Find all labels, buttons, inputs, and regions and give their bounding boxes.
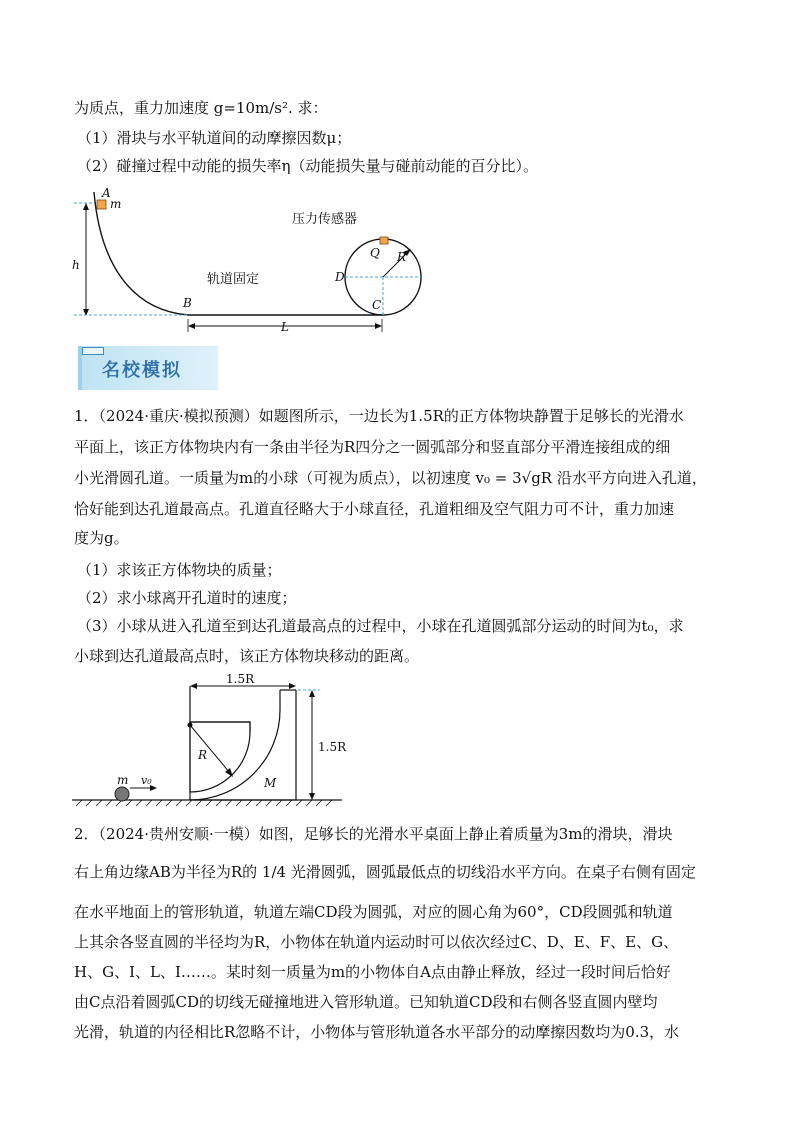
label-side-height: 1.5R [318, 740, 347, 754]
problem1-line: 度为g。 [74, 529, 129, 547]
figure-track-diagram [70, 182, 430, 342]
label-l: L [281, 320, 289, 334]
problem1-question-3: （3）小球从进入孔道至到达孔道最高点的过程中，小球在孔道圆弧部分运动的时间为t₀，求 [77, 617, 684, 635]
banner-mark-icon [82, 347, 104, 355]
problem1-question-3-cont: 小球到达孔道最高点时，该正方体物块移动的距离。 [74, 647, 420, 665]
problem1-question-2: （2）求小球离开孔道时的速度； [77, 589, 297, 607]
label-m: m [110, 197, 122, 211]
label-d: D [335, 270, 345, 284]
label-c: C [372, 298, 382, 312]
question-1: （1）滑块与水平轨道间的动摩擦因数μ； [77, 129, 352, 147]
section-title: 名校模拟 [102, 360, 182, 381]
problem1-line: 恰好能到达孔道最高点。孔道直径略大于小球直径，孔道粗细及空气阻力可不计，重力加速 [74, 500, 675, 518]
label-ball-mass: m [117, 773, 129, 787]
label-q: Q [370, 246, 380, 260]
problem2-line: 光滑，轨道的内径相比R忽略不计，小物体与管形轨道各水平部分的动摩擦因数均为0.3，水 [74, 1023, 680, 1041]
pressure-sensor-label: 压力传感器 [292, 212, 358, 227]
problem1-line: 1．（2024·重庆·模拟预测）如题图所示，一边长为1.5R的正方体物块静置于足够长的光滑水 [74, 407, 684, 425]
problem2-line: 由C点沿着圆弧CD的切线无碰撞地进入管形轨道。已知轨道CD段和右侧各竖直圆内壁均 [74, 993, 658, 1011]
problem1-line: 平面上，该正方体物块内有一条由半径为R四分之一圆弧部分和竖直部分平滑连接组成的细 [74, 438, 671, 456]
problem2-line: 2．（2024·贵州安顺·一模）如图，足够长的光滑水平桌面上静止着质量为3m的滑块，滑块 [74, 825, 673, 843]
question-2: （2）碰撞过程中动能的损失率η（动能损失量与碰前动能的百分比）。 [77, 157, 539, 175]
label-a: A [102, 186, 111, 200]
problem2-line: 右上角边缘AB为半径为R的 1/4 光滑圆弧，圆弧最低点的切线沿水平方向。在桌子右侧有固定 [74, 863, 696, 881]
track-fixed-label: 轨道固定 [207, 272, 260, 287]
label-top-width: 1.5R [226, 672, 255, 686]
label-h: h [72, 258, 80, 272]
problem1-line: 小光滑圆孔道。一质量为m的小球（可视为质点），以初速度 v₀ = 3√gR 沿水平方向进入孔道， [74, 469, 707, 487]
intro-line: 为质点，重力加速度 g=10m/s². 求： [74, 99, 328, 117]
problem1-question-1: （1）求该正方体物块的质量； [77, 561, 282, 579]
label-mass-block: M [264, 776, 277, 790]
label-b: B [183, 296, 192, 310]
problem2-line: H、G、I、L、I……。某时刻一质量为m的小物体自A点由静止释放，经过一段时间后恰好 [74, 963, 671, 981]
problem2-line: 在水平地面上的管形轨道，轨道左端CD段为圆弧，对应的圆心角为60°，CD段圆弧和轨道 [74, 903, 673, 921]
problem2-line: 上其余各竖直圆的半径均为R，小物体在轨道内运动时可以依次经过C、D、E、F、E、G、 [74, 933, 679, 951]
figure-cube-diagram [70, 672, 350, 812]
label-r: R [397, 250, 407, 264]
label-initial-velocity: v₀ [141, 774, 152, 787]
label-r: R [198, 748, 208, 762]
